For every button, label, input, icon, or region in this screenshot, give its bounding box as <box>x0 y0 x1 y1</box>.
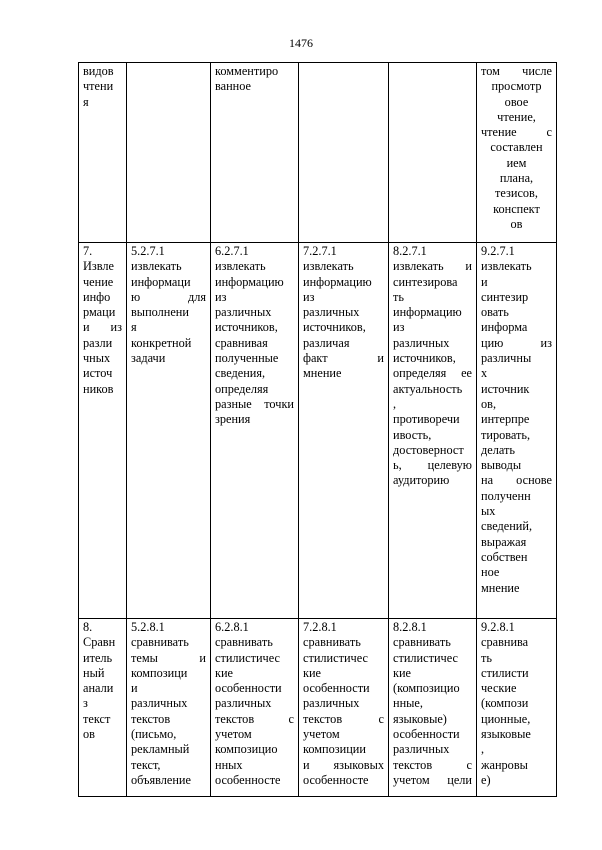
cell-line: том числе <box>481 64 552 78</box>
cell-line: определяя ее <box>393 366 472 381</box>
cell-line: информацию <box>215 274 284 289</box>
cell-line: нные, <box>393 696 423 711</box>
cell-line: темы и <box>131 650 206 665</box>
cell-line: овать <box>481 305 509 320</box>
cell-line: текст, <box>131 757 161 772</box>
cell-line: различных <box>303 305 360 320</box>
cell-line: ников <box>83 381 114 396</box>
cell-line: тезисов, <box>495 186 538 201</box>
cell-line: тировать, <box>481 427 531 442</box>
cell-line: , <box>481 742 485 757</box>
cell-line: особенности <box>303 681 370 696</box>
cell-line: я <box>131 320 137 335</box>
cell-line: кие <box>215 665 234 680</box>
cell-line: кие <box>393 665 412 680</box>
cell-line: объявление <box>131 772 191 787</box>
grade9-cell <box>477 63 557 243</box>
cell-line: источник <box>481 381 530 396</box>
cell-line: итель <box>83 650 113 665</box>
cell-line: составлен <box>490 140 543 155</box>
cell-line: языковые) <box>393 711 447 726</box>
cell-line: синтезирова <box>393 274 458 289</box>
cell-line: источников, <box>215 320 278 335</box>
cell-line: учетом <box>303 727 340 742</box>
cell-line: делать <box>481 442 515 457</box>
table-row <box>79 63 557 243</box>
cell-line: ю для <box>131 289 206 304</box>
grade8-cell <box>389 619 477 797</box>
cell-line: конспект <box>493 201 540 216</box>
cell-line: 9.2.7.1 <box>481 244 515 258</box>
cell-line: (композицио <box>393 681 460 696</box>
cell-line: 7. <box>83 244 93 258</box>
cell-line: различных <box>303 696 360 711</box>
cell-line: различных <box>131 696 188 711</box>
cell-line: и из <box>83 320 122 335</box>
cell-line: сравнивать <box>393 635 451 650</box>
cell-line: ть <box>393 289 404 304</box>
cell-line: композиции <box>303 742 366 757</box>
grade5-cell <box>127 243 211 619</box>
cell-line: и <box>481 274 488 289</box>
grade7-cell <box>299 63 389 243</box>
cell-line: текстов <box>131 711 171 726</box>
cell-line: ов <box>510 216 523 231</box>
grade8-cell <box>389 243 477 619</box>
cell-line: разли <box>83 335 113 350</box>
cell-line: нных <box>215 757 243 772</box>
cell-line: 8.2.8.1 <box>393 620 427 634</box>
grade9-cell <box>477 243 557 619</box>
cell-line: ивость, <box>393 427 432 442</box>
cell-line: особенности <box>215 681 282 696</box>
cell-line: чтение с <box>481 125 552 140</box>
topic-cell <box>79 63 127 243</box>
cell-line: композици <box>131 665 188 680</box>
cell-line: чтени <box>83 79 114 94</box>
cell-line: информацию <box>393 305 462 320</box>
cell-line: синтезир <box>481 289 529 304</box>
cell-line: извлекать <box>215 259 266 274</box>
cell-line: сравнивая <box>215 335 268 350</box>
grade6-cell <box>211 243 299 619</box>
cell-line: источников, <box>303 320 366 335</box>
cell-line: мнение <box>481 580 520 595</box>
table-row <box>79 243 557 619</box>
cell-line: 8.2.7.1 <box>393 244 427 258</box>
cell-line: особенности <box>393 727 460 742</box>
cell-line: Извле <box>83 259 114 274</box>
cell-line: различных <box>393 335 450 350</box>
cell-line: инфо <box>83 289 111 304</box>
cell-line: достоверност <box>393 442 464 457</box>
cell-line: ых <box>481 504 496 519</box>
cell-line: интерпре <box>481 412 530 427</box>
topic-cell <box>79 243 127 619</box>
cell-line: ный <box>83 665 105 680</box>
cell-line: сравнивать <box>131 635 189 650</box>
cell-line: источников, <box>393 351 456 366</box>
cell-line: комментиро <box>215 64 279 78</box>
cell-line: текстов с <box>215 711 294 726</box>
cell-line: жанровы <box>481 757 528 772</box>
cell-line: выполнени <box>131 305 189 320</box>
cell-line: извлекать и <box>393 259 472 274</box>
cell-line: з <box>83 696 88 711</box>
cell-line: чтение, <box>497 109 536 124</box>
cell-line: текст <box>83 711 111 726</box>
cell-line: собствен <box>481 549 528 564</box>
cell-line: зрения <box>215 412 251 427</box>
cell-line: ь, целевую <box>393 458 472 473</box>
cell-line: , <box>393 396 397 411</box>
cell-line: 7.2.8.1 <box>303 620 337 634</box>
cell-line: просмотр <box>491 79 542 94</box>
cell-line: ционные, <box>481 711 531 726</box>
cell-line: сведений, <box>481 519 533 534</box>
cell-line: (компози <box>481 696 529 711</box>
cell-line: ванное <box>215 79 252 94</box>
cell-line: е) <box>481 772 491 787</box>
page-number: 1476 <box>289 36 313 50</box>
cell-line: противоречи <box>393 412 460 427</box>
cell-line: цию из <box>481 335 552 350</box>
cell-line: текстов с <box>303 711 384 726</box>
cell-line: кие <box>303 665 322 680</box>
cell-line: задачи <box>131 351 166 366</box>
cell-line: особенносте <box>215 772 281 787</box>
cell-line: композицио <box>215 742 278 757</box>
cell-line: различая <box>303 335 350 350</box>
cell-line: информацию <box>303 274 372 289</box>
table-row <box>79 619 557 797</box>
cell-line: из <box>303 289 315 304</box>
cell-line: ов <box>83 727 95 742</box>
cell-line: 5.2.7.1 <box>131 244 165 258</box>
cell-line: различных <box>215 305 272 320</box>
cell-line: мнение <box>303 366 342 381</box>
cell-line: из <box>393 320 405 335</box>
cell-line: извлекать <box>303 259 354 274</box>
cell-line: овое <box>504 94 529 109</box>
grade7-cell <box>299 619 389 797</box>
cell-line: 7.2.7.1 <box>303 244 337 258</box>
cell-line: стилистичес <box>303 650 368 665</box>
cell-line: выводы <box>481 458 522 473</box>
cell-line: 6.2.7.1 <box>215 244 249 258</box>
topic-cell <box>79 619 127 797</box>
cell-line: 9.2.8.1 <box>481 620 515 634</box>
cell-line: учетом <box>215 727 252 742</box>
grade9-cell <box>477 619 557 797</box>
cell-line: стилистичес <box>215 650 280 665</box>
cell-line: ческие <box>481 681 517 696</box>
cell-line: рмаци <box>83 305 116 320</box>
cell-line: видов <box>83 64 114 78</box>
grade6-cell <box>211 63 299 243</box>
cell-line: факт и <box>303 351 384 366</box>
cell-line: выражая <box>481 534 527 549</box>
cell-line: 5.2.8.1 <box>131 620 165 634</box>
cell-line: на основе <box>481 473 552 488</box>
curriculum-table <box>78 62 557 797</box>
cell-line: из <box>215 289 227 304</box>
cell-line: полученные <box>215 351 279 366</box>
cell-line: ть <box>481 650 492 665</box>
cell-line: источ <box>83 366 113 381</box>
grade6-cell <box>211 619 299 797</box>
cell-line: стилисти <box>481 665 529 680</box>
cell-line: полученн <box>481 488 531 503</box>
cell-line: определяя <box>215 381 269 396</box>
cell-line: информаци <box>131 274 191 289</box>
cell-line: ное <box>481 565 500 580</box>
cell-line: языковые <box>481 727 531 742</box>
cell-line: (письмо, <box>131 727 177 742</box>
cell-line: сведения, <box>215 366 266 381</box>
cell-line: стилистичес <box>393 650 458 665</box>
cell-line: я <box>83 94 89 109</box>
cell-line: чных <box>83 351 111 366</box>
cell-line: текстов с <box>393 757 472 772</box>
grade5-cell <box>127 619 211 797</box>
cell-line: особенносте <box>303 772 369 787</box>
cell-line: и <box>131 681 138 696</box>
cell-line: различных <box>393 742 450 757</box>
cell-line: сравнивать <box>215 635 273 650</box>
cell-line: конкретной <box>131 335 192 350</box>
cell-line: извлекать <box>131 259 182 274</box>
cell-line: разные точки <box>215 396 294 411</box>
cell-line: Сравн <box>83 635 116 650</box>
cell-line: 6.2.8.1 <box>215 620 249 634</box>
cell-line: учетом цели <box>393 772 472 787</box>
cell-line: извлекать <box>481 259 532 274</box>
cell-line: информа <box>481 320 528 335</box>
cell-line: плана, <box>499 171 534 186</box>
cell-line: сравнивать <box>303 635 361 650</box>
cell-line: различных <box>215 696 272 711</box>
grade5-cell <box>127 63 211 243</box>
cell-line: х <box>481 366 488 381</box>
grade7-cell <box>299 243 389 619</box>
cell-line: ием <box>506 155 527 170</box>
grade8-cell <box>389 63 477 243</box>
cell-line: и языковых <box>303 757 384 772</box>
cell-line: анали <box>83 681 114 696</box>
cell-line: чение <box>83 274 114 289</box>
cell-line: рекламный <box>131 742 190 757</box>
cell-line: ов, <box>481 396 497 411</box>
cell-line: актуальность <box>393 381 463 396</box>
cell-line: различны <box>481 351 532 366</box>
cell-line: 8. <box>83 620 93 634</box>
cell-line: сравнива <box>481 635 529 650</box>
cell-line: аудиторию <box>393 473 450 488</box>
